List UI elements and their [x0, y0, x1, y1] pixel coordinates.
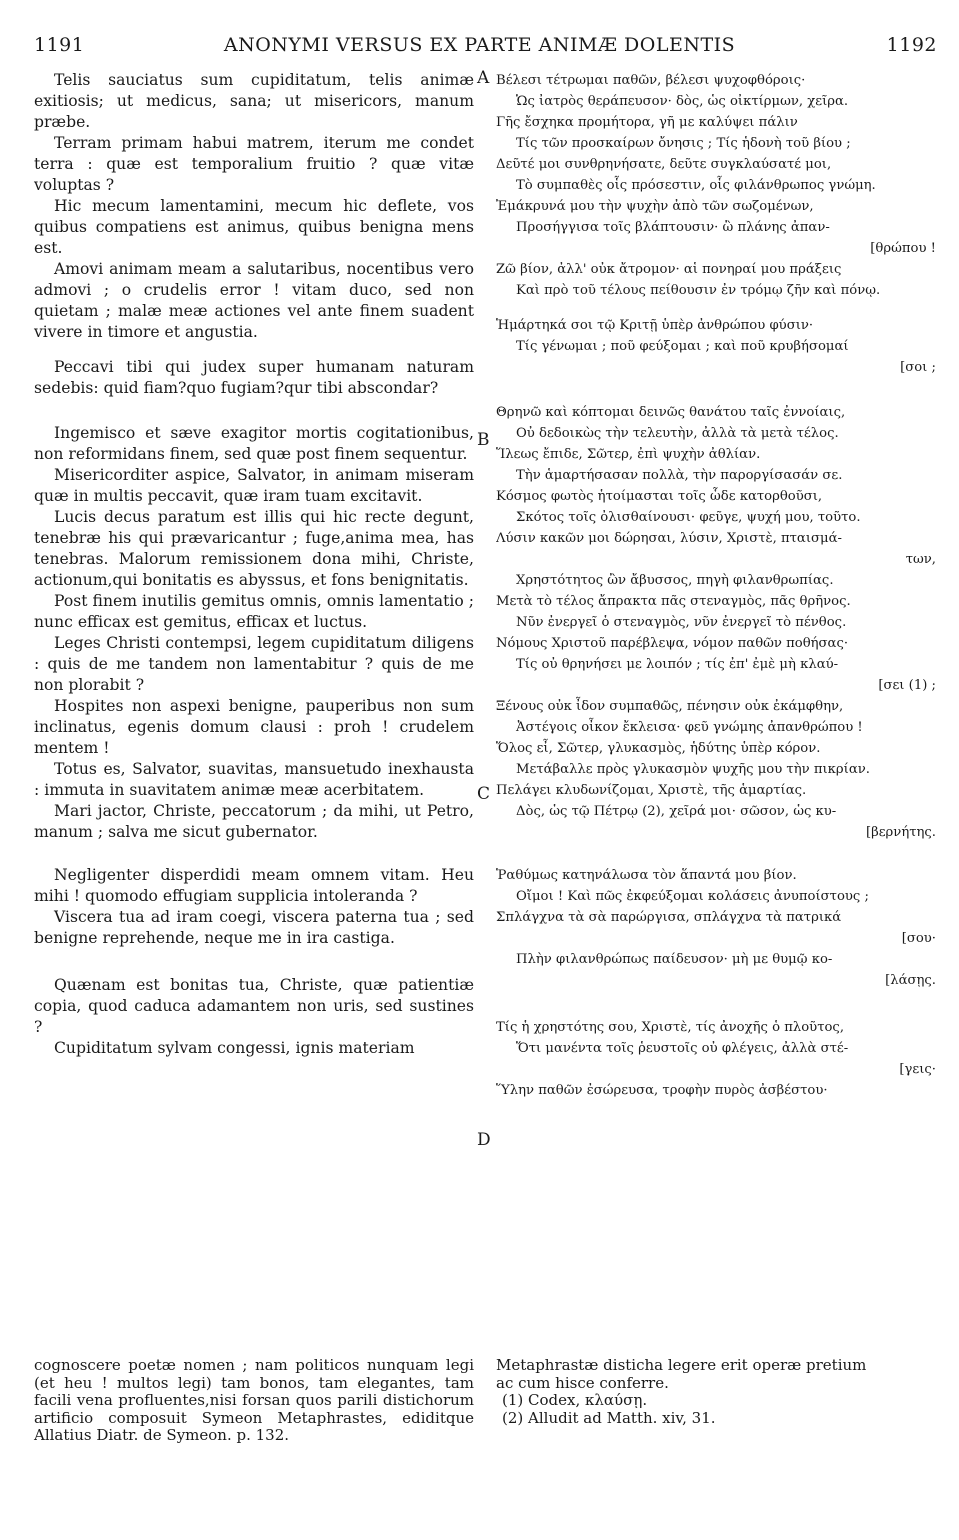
greek-distich	[496, 154, 936, 196]
greek-line: Χρηστότητος ὢν ἄβυσσος, πηγὴ φιλανθρωπίας.	[516, 573, 834, 588]
greek-line: Ὅλος εἶ, Σῶτερ, γλυκασμὸς, ἡδύτης ὑπὲρ κόρον.	[496, 741, 821, 756]
greek-line: Τίς ἡ χρηστότης σου, Χριστὲ, τίς ἀνοχῆς ὁ πλοῦτος,	[496, 1020, 845, 1035]
footnote-line: (1) Codex, κλαύσῃ.	[502, 1391, 648, 1409]
greek-line: Τίς οὐ θρηνήσει με λοιπόν ; τίς ἐπ' ἐμὲ μὴ κλαύ-	[516, 657, 839, 672]
greek-distich	[496, 591, 936, 633]
greek-line: Πελάγει κλυδωνίζομαι, Χριστὲ, τῆς ἁμαρτίας.	[496, 783, 807, 798]
greek-distich	[496, 70, 936, 112]
page-number-left: 1191	[34, 34, 85, 56]
latin-paragraph: Telis sauciatus sum cupiditatum, telis animæ exitiosis; ut medicus, sana; ut misericors, manum præbe.	[34, 71, 474, 131]
greek-line: Τίς τῶν προσκαίρων ὄνησις ; Τίς ἡδονὴ τοῦ βίου ;	[516, 136, 851, 151]
greek-line: Γῆς ἔσχηκα προμήτορα, γῆ με καλύψει πάλιν	[496, 115, 798, 130]
latin-paragraph: Terram primam habui matrem, iterum me condet terra : quæ est temporalium fruitio ? quæ vitæ voluptas ?	[34, 134, 474, 194]
footnote-right	[496, 1357, 926, 1427]
running-title: ANONYMI VERSUS EX PARTE ANIMÆ DOLENTIS	[223, 34, 736, 56]
latin-paragraph: Hospites non aspexi benigne, pauperibus non sum inclinatus, egenis domum clausi : proh ! crudelem mentem !	[34, 697, 474, 757]
greek-line: Οὐ δεδοικὼς τὴν τελευτὴν, ἀλλὰ τὰ μετὰ τέλος.	[516, 426, 839, 441]
greek-line: Ζῶ βίον, ἀλλ' οὐκ ἄτρομον· αἱ πονηραί μου πράξεις	[496, 262, 842, 277]
greek-distich	[496, 738, 936, 780]
greek-line: των,	[905, 552, 936, 567]
latin-paragraph: Quænam est bonitas tua, Christe, quæ patientiæ copia, quod caduca adamantem non uris, sed sustines ?	[34, 976, 474, 1036]
greek-line: Μετάβαλλε πρὸς γλυκασμὸν ψυχῆς μου τὴν πικρίαν.	[516, 762, 870, 777]
greek-distich	[496, 633, 936, 696]
latin-paragraph: Cupiditatum sylvam congessi, ignis materiam	[54, 1039, 415, 1057]
greek-line: Ἡμάρτηκά σοι τῷ Κριτῇ ὑπὲρ ἀνθρώπου φύσιν·	[496, 318, 814, 333]
greek-line: Ἀστέγοις οἶκον ἔκλεισα· φεῦ γνώμης ἀπανθρώπου !	[516, 720, 863, 735]
greek-line: Ὡς ἰατρὸς θεράπευσον· δὸς, ὡς οἰκτίρμων, χεῖρα.	[516, 94, 849, 109]
greek-line: [γεις·	[899, 1062, 936, 1077]
greek-line: Σπλάγχνα τὰ σὰ παρώργισα, σπλάγχνα τὰ πατρικά	[496, 910, 842, 925]
greek-line: Προσήγγισα τοῖς βλάπτουσιν· ὢ πλάνης ἀπαν-	[516, 220, 830, 235]
greek-line: Ῥαθύμως κατηνάλωσα τὸν ἅπαντά μου βίον.	[496, 868, 797, 883]
greek-distich	[496, 444, 936, 486]
greek-distich	[496, 865, 936, 907]
footnote-left: cognoscere poetæ nomen ; nam politicos nunquam legi (et heu ! multos legi) tam bonos, tam elegantes, tam facili vena profluentes,nisi forsan quos parili distichorum artificio composuit Symeon Metaphrastes, ediditque Allatius Diatr. de Symeon. p. 132.	[34, 1356, 474, 1444]
greek-line: Βέλεσι τέτρωμαι παθῶν, βέλεσι ψυχοφθόροις·	[496, 73, 806, 88]
greek-distich	[496, 1017, 936, 1080]
greek-line: Ὅτι μανέντα τοῖς ῥευστοῖς οὐ φλέγεις, ἀλλὰ στέ-	[516, 1041, 849, 1056]
latin-paragraph: Misericorditer aspice, Salvator, in animam miseram quæ in multis peccavit, quæ iram tuam excitavit.	[34, 466, 474, 505]
greek-line: Πλὴν φιλανθρώπως παίδευσον· μὴ με θυμῷ κο-	[516, 952, 833, 967]
greek-distich	[496, 1080, 936, 1101]
greek-distich	[496, 780, 936, 843]
footnote-line: ac cum hisce conferre.	[496, 1373, 669, 1392]
greek-line: Νῦν ἐνεργεῖ ὁ στεναγμὸς, νῦν ἐνεργεῖ τὸ πένθος.	[516, 615, 847, 630]
section-marker-a: A	[477, 68, 490, 88]
greek-line: Λύσιν κακῶν μοι δώρησαι, λύσιν, Χριστὲ, πταισμά-	[496, 531, 842, 546]
greek-column	[496, 70, 936, 1101]
greek-distich	[496, 196, 936, 301]
latin-paragraph: Negligenter disperdidi meam omnem vitam. Heu mihi ! quomodo effugiam supplicia intoleranda ?	[34, 866, 474, 905]
greek-line: [λάσῃς.	[885, 973, 936, 988]
greek-line: Θρηνῶ καὶ κόπτομαι δεινῶς θανάτου ταῖς ἐννοίαις,	[496, 405, 846, 420]
greek-line: Τίς γένωμαι ; ποῦ φεύξομαι ; καὶ ποῦ κρυβήσομαί	[516, 339, 849, 354]
greek-line: Ὕλην παθῶν ἐσώρευσα, τροφὴν πυρὸς ἀσβέστου·	[496, 1083, 828, 1098]
greek-line: [θρώπου !	[870, 241, 936, 256]
greek-line: [βερνήτης.	[865, 825, 936, 840]
greek-line: Νόμους Χριστοῦ παρέβλεψα, νόμον παθῶν ποθήσας·	[496, 636, 849, 651]
greek-distich	[496, 907, 936, 991]
footnote-line: (2) Alludit ad Matth. xiv, 31.	[502, 1408, 716, 1427]
greek-line: Κόσμος φωτὸς ἡτοίμασται τοῖς ὧδε κατορθοῦσι,	[496, 489, 823, 504]
greek-line: Τὴν ἁμαρτήσασαν πολλὰ, τὴν παροργίσασάν σε.	[516, 468, 843, 483]
greek-distich	[496, 486, 936, 591]
greek-line: Δεῦτέ μοι συνθρηνήσατε, δεῦτε συγκλαύσατέ μοι,	[496, 157, 832, 172]
page-number-right: 1192	[886, 34, 937, 56]
section-marker-c: C	[477, 784, 491, 804]
section-marker-b: B	[477, 430, 490, 450]
latin-column	[34, 70, 474, 1059]
latin-paragraph: Leges Christi contempsi, legem cupiditatum diligens : quis de me tandem non lamentabitur ? quis de me non plorabit ?	[34, 634, 474, 694]
greek-line: Ἐμάκρυνά μου τὴν ψυχὴν ἀπὸ τῶν σωζομένων,	[496, 199, 814, 214]
latin-paragraph: Amovi animam meam a salutaribus, nocentibus vero admovi ; o crudelis error ! vitam duco, sed non quietam ; malæ meæ actiones vel ante finem suadent vivere in timore et angustia.	[34, 260, 474, 341]
latin-paragraph: Ingemisco et sæve exagitor mortis cogitationibus, non reformidans finem, sed quæ post finem sequentur.	[34, 424, 474, 463]
greek-line: Δὸς, ὡς τῷ Πέτρῳ (2), χεῖρά μοι· σῶσον, ὡς κυ-	[516, 804, 837, 819]
page-header	[0, 34, 959, 64]
greek-line: Μετὰ τὸ τέλος ἄπρακτα πᾶς στεναγμὸς, πᾶς θρῆνος.	[496, 594, 851, 609]
latin-paragraph: Totus es, Salvator, suavitas, mansuetudo inexhausta : immuta in suavitatem animæ meæ acerbitatem.	[34, 760, 474, 799]
greek-line: [σοι ;	[900, 360, 936, 375]
greek-distich	[496, 402, 936, 444]
greek-line: Σκότος τοῖς ὀλισθαίνουσι· φεῦγε, ψυχή μου, τοῦτο.	[516, 510, 861, 525]
greek-distich	[496, 315, 936, 378]
greek-distich	[496, 112, 936, 154]
latin-paragraph: Viscera tua ad iram coegi, viscera paterna tua ; sed benigne reprehende, neque me in ira castiga.	[34, 908, 474, 947]
latin-paragraph: Hic mecum lamentamini, mecum hic deflete, vos quibus compatiens est animus, quibus benigna mens est.	[34, 197, 474, 257]
greek-line: [σει (1) ;	[878, 678, 936, 693]
section-marker-d: D	[477, 1130, 491, 1150]
latin-paragraph: Lucis decus paratum est illis qui hic recte degunt, tenebræ his qui prævaricantur ; fuge,anima mea, has tenebras. Malorum remissionem dona mihi, Christe, actionum,qui bonitatis es abyssus, et fons benignitatis.	[34, 508, 474, 589]
latin-paragraph: Post finem inutilis gemitus omnis, omnis lamentatio ; nunc efficax est gemitus, efficax et luctus.	[34, 592, 474, 631]
greek-line: Καὶ πρὸ τοῦ τέλους πείθουσιν ἐν τρόμῳ ζῆν καὶ πόνῳ.	[516, 283, 881, 298]
greek-distich	[496, 696, 936, 738]
greek-line: [σου·	[901, 931, 936, 946]
greek-line: Οἴμοι ! Καὶ πῶς ἐκφεύξομαι κολάσεις ἀνυποίστους ;	[516, 889, 869, 904]
greek-line: Τὸ συμπαθὲς οἷς πρόσεστιν, οἷς φιλάνθρωπος γνώμη.	[516, 178, 876, 193]
latin-paragraph: Mari jactor, Christe, peccatorum ; da mihi, ut Petro, manum ; salva me sicut gubernator.	[34, 802, 474, 841]
latin-paragraph: Peccavi tibi qui judex super humanam naturam sedebis: quid fiam?quo fugiam?qur tibi abscondar?	[34, 358, 474, 397]
footnote-line: Metaphrastæ disticha legere erit operæ pretium	[496, 1356, 867, 1374]
greek-line: Ἵλεως ἔπιδε, Σῶτερ, ἐπὶ ψυχὴν ἀθλίαν.	[496, 447, 761, 462]
greek-line: Ξένους οὐκ ἶδον συμπαθῶς, πένησιν οὐκ ἐκάμφθην,	[496, 699, 844, 714]
